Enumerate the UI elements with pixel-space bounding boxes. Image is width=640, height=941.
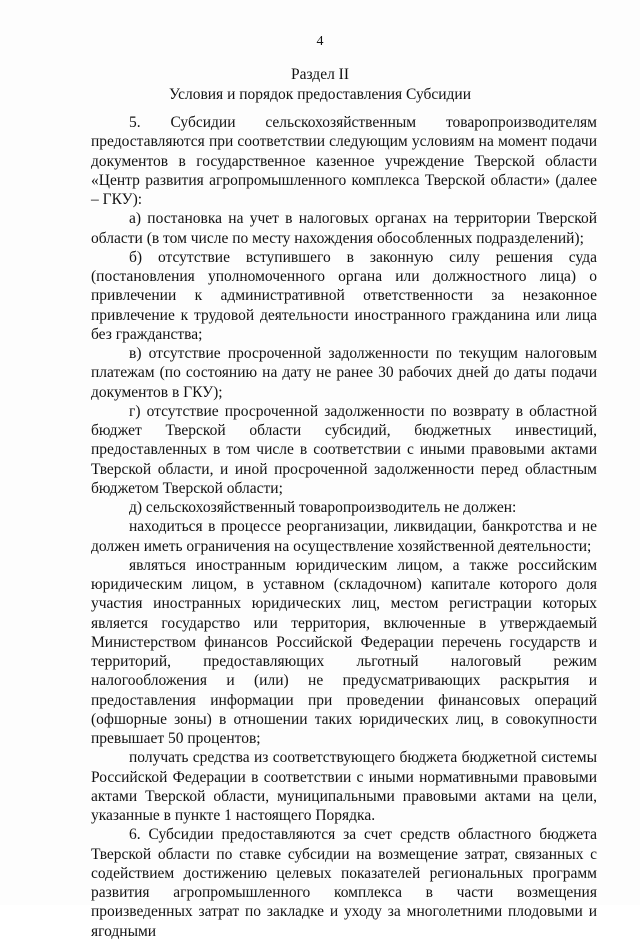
paragraph-condition-v: в) отсутствие просроченной задолженности по текущим налоговым платежам (по состоянию на дату не ранее 30 рабочих дней до даты подачи документов в ГКУ); [91, 345, 597, 401]
body-text [91, 113, 597, 941]
paragraph-item-5: 5. Субсидии сельскохозяйственным товаропроизводителям предоставляются при соответствии следующим условиям на момент подачи документов в государственное казенное учреждение Тверской области «Центр развития агропромышленного комплекса Тверской области» (далее – ГКУ): [91, 114, 597, 208]
section-title: Раздел II [290, 66, 350, 83]
paragraph-foreign-entity: являться иностранным юридическим лицом, а также российским юридическим лицом, в уставном (складочном) капитале которого доля участия иностранных юридических лиц, местом регистрации которых является государство или территория, включенные в утверждаемый Министерством финансов Российской Федерации перечень государств и территорий, предоставляющих льготный налоговый режим налогообложения и (или) не предусматривающих раскрытия и предоставления информации при проведении финансовых операций (офшорные зоны) в отношении таких юридических лиц, в совокупности превышает 50 процентов; [91, 556, 597, 747]
section-subtitle: Условия и порядок предоставления Субсидии [168, 86, 472, 103]
page-number: 4 [316, 34, 324, 49]
paragraph-other-budget: получать средства из соответствующего бюджета бюджетной системы Российской Федерации в соответствии с иными нормативными правовыми актами Тверской области, муниципальными правовыми актами на цели, указанные в пункте 1 настоящего Порядка. [91, 749, 597, 824]
paragraph-item-6: 6. Субсидии предоставляются за счет средств областного бюджета Тверской области по ставке субсидии на возмещение затрат, связанных с содействием достижению целевых показателей региональных программ развития агропромышленного комплекса в части возмещения произведенных затрат по закладке и уходу за многолетними плодовыми и ягодными [91, 826, 597, 940]
paragraph-condition-d: д) сельскохозяйственный товаропроизводитель не должен: [129, 499, 517, 516]
paragraph-reorganization: находиться в процессе реорганизации, ликвидации, банкротства и не должен иметь ограничения на осуществление хозяйственной деятельности; [91, 518, 597, 555]
paragraph-condition-a: а) постановка на учет в налоговых органах на территории Тверской области (в том числе по месту нахождения обособленных подразделений); [91, 210, 597, 247]
paragraph-condition-b: б) отсутствие вступившего в законную силу решения суда (постановления уполномоченного органа или должностного лица) о привлечении к административной ответственности за незаконное привлечение к трудовой деятельности иностранного гражданина или лица без гражданства; [91, 248, 597, 343]
paragraph-condition-g: г) отсутствие просроченной задолженности по возврату в областной бюджет Тверской области субсидий, бюджетных инвестиций, предоставленных в том числе в соответствии с иными правовыми актами Тверской области, и иной просроченной задолженности перед областным бюджетом Тверской области; [91, 402, 597, 497]
